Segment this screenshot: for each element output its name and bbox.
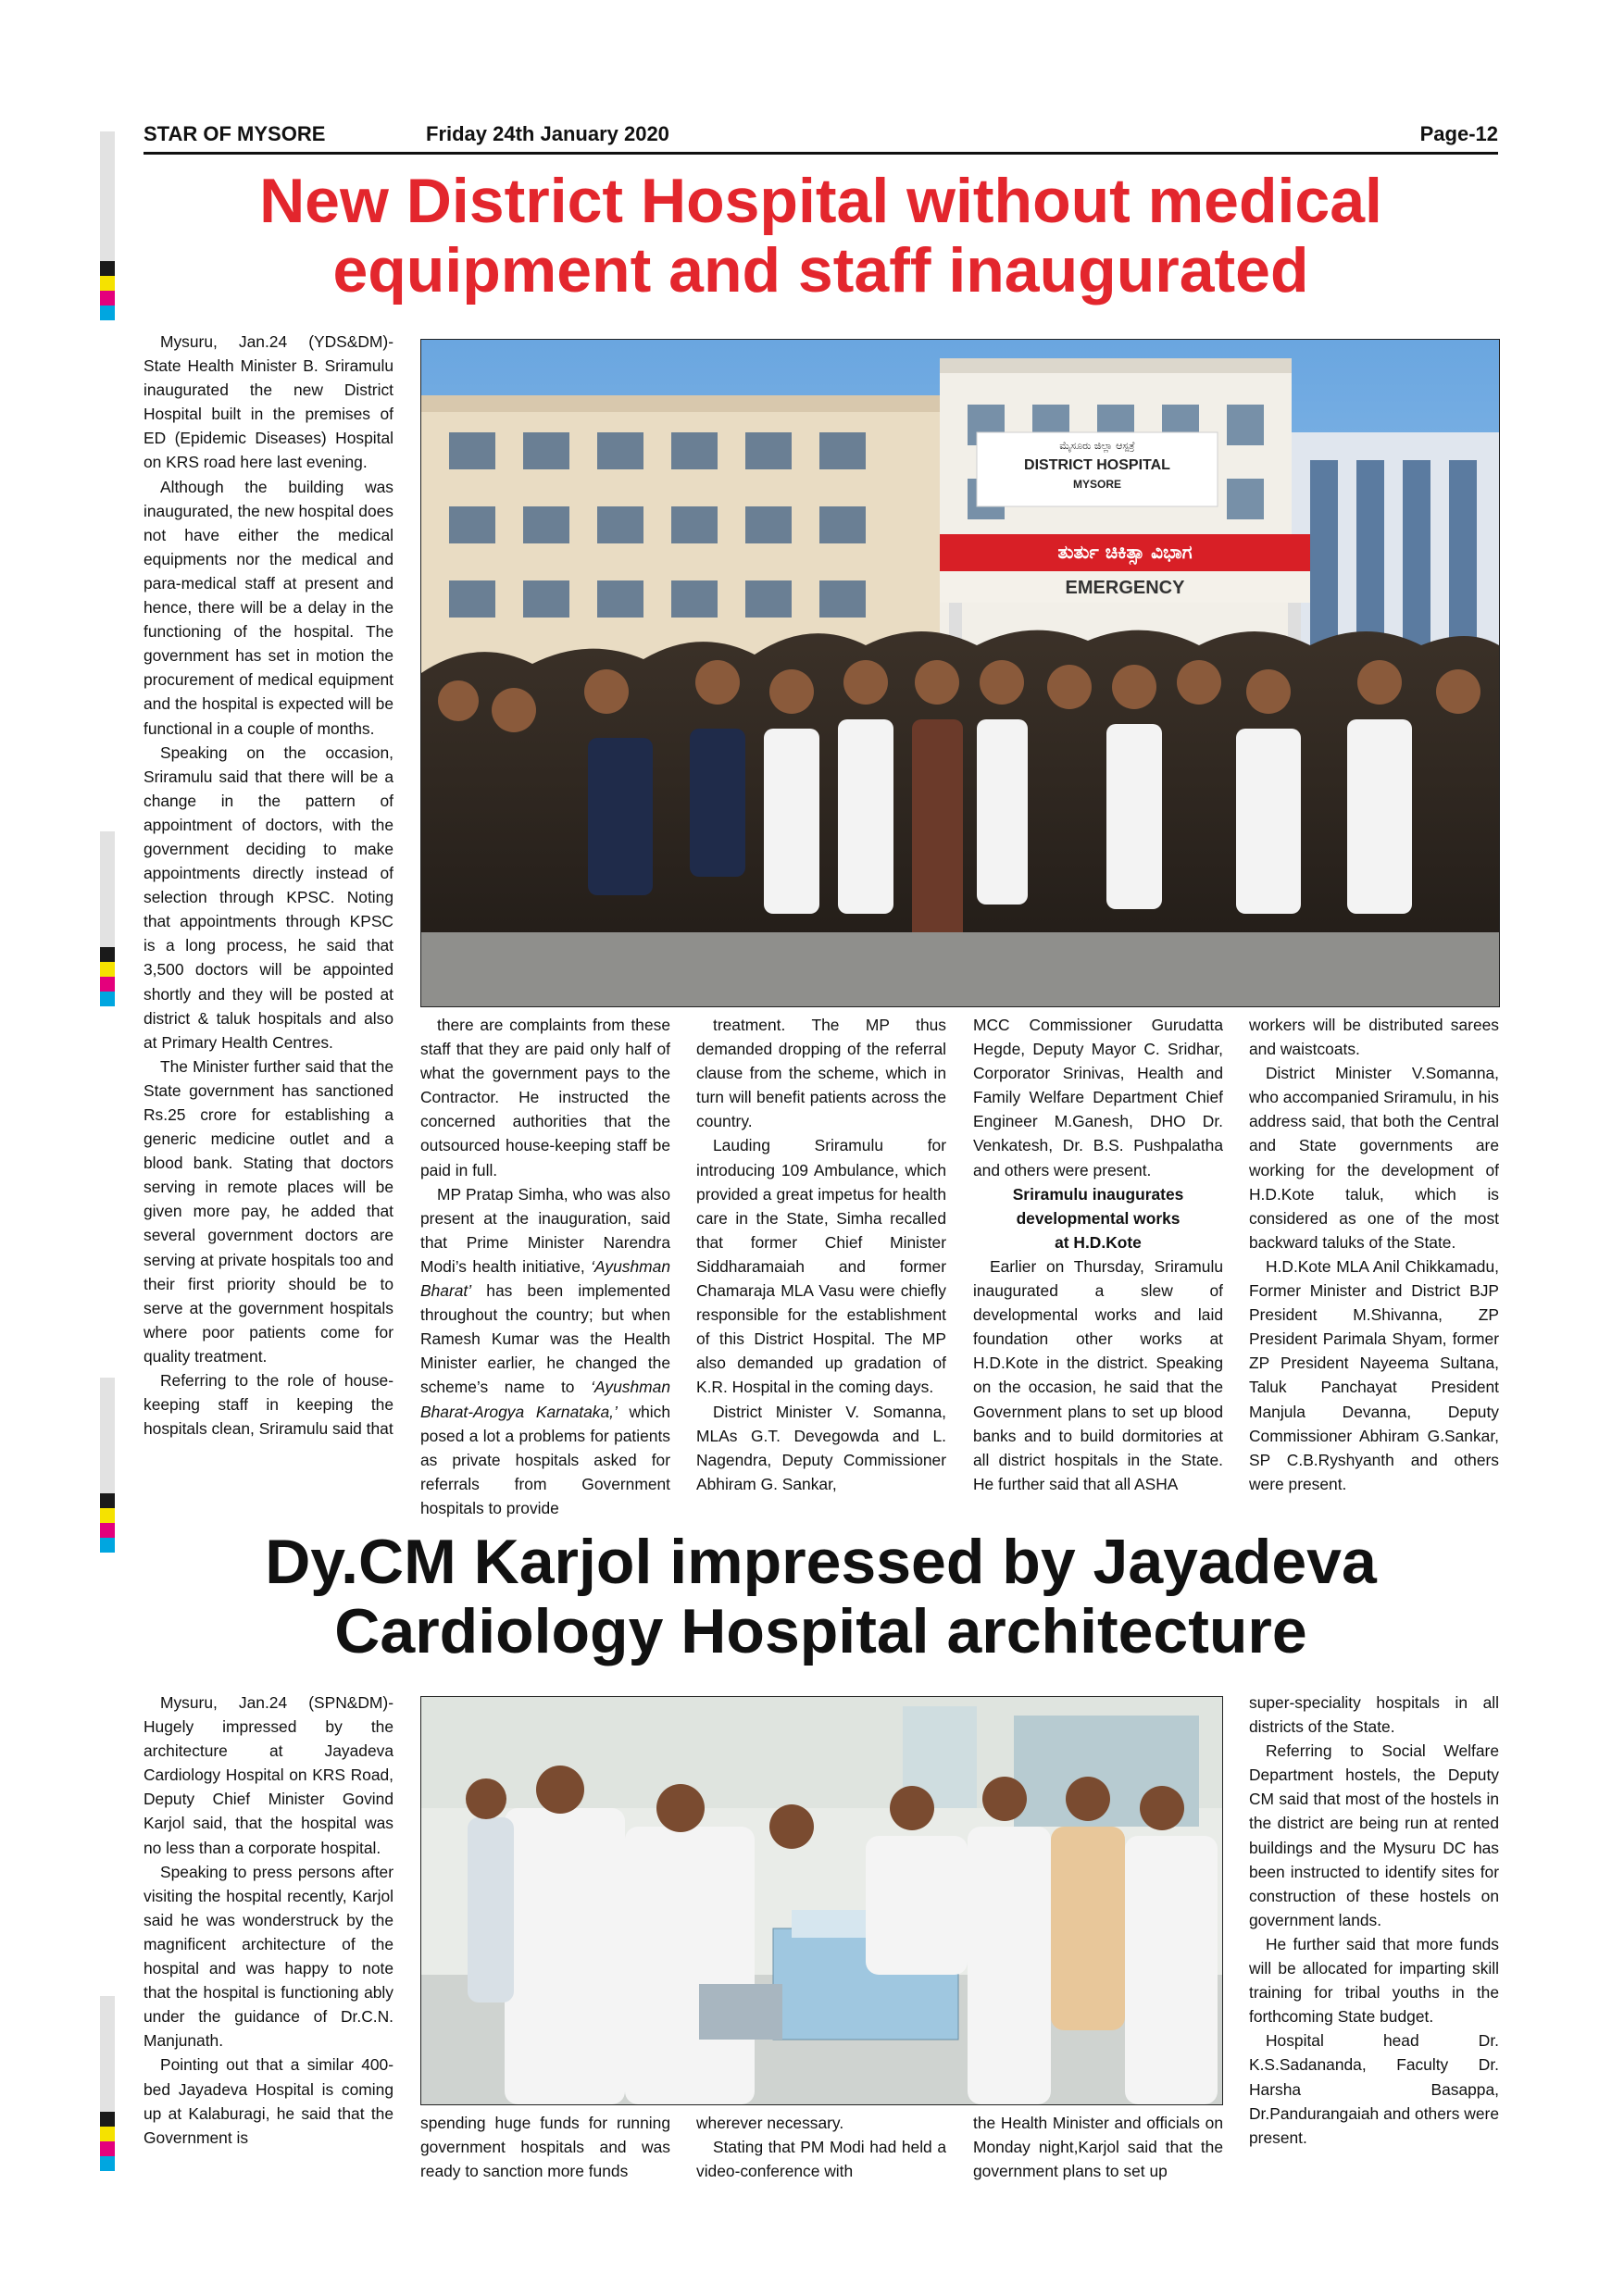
paragraph: Speaking to press persons after visiting the hospital recently, Karjol said he was wonderstruck by the magnificent architecture of the hospital and was happy to note that the hospital is functioning ably under the guidance of Dr.C.N. Manjunath.	[144, 1862, 394, 2051]
article2-headline-line1: Dy.CM Karjol impressed by Jayadeva	[265, 1527, 1377, 1597]
subhead-line: at H.D.Kote	[1055, 1232, 1142, 1252]
scheme-name: ‘Ayushman Bharat’	[420, 1256, 670, 1301]
article1-column-3	[696, 1013, 946, 1524]
issue-date: Friday 24th January 2020	[426, 122, 669, 145]
registration-mark	[100, 1378, 115, 1553]
text-run: has been implemented throughout the country; but when Ramesh Kumar was the Health Minister earlier, he changed the scheme’s name to	[420, 1281, 670, 1397]
paragraph: Pointing out that a similar 400-bed Jayadeva Hospital is coming up at Kalaburagi, he said that the Government is	[144, 2055, 394, 2147]
article1-column-4	[973, 1013, 1223, 1524]
district-hospital-photo	[420, 339, 1500, 1007]
paragraph: there are complaints from these staff that they are paid only half of what the government pays to the Contractor. He instructed the concerned authorities that the outsourced house-keeping staff be paid in full.	[420, 1016, 670, 1179]
paragraph: Although the building was inaugurated, the new hospital does not have either the medical equipments nor the medical and para-medical staff at present and hence, there will be a delay in the functioning of the hospital. The government has set in motion the procurement of medical equipment and the hospital is expected will be functional in a couple of months.	[144, 477, 394, 738]
paragraph: Stating that PM Modi had held a video-conference with	[696, 2138, 946, 2181]
article2-column-5	[1249, 1691, 1499, 2190]
registration-mark	[100, 131, 115, 320]
subhead-line: developmental works	[1016, 1208, 1181, 1228]
paragraph: wherever necessary.	[696, 2114, 844, 2132]
photo-sign-kannada: ಮೈಸೂರು ಜಿಲ್ಲಾ ಆಸ್ಪತ್ರೆ	[1059, 440, 1135, 452]
paragraph: super-speciality hospitals in all districts of the State.	[1249, 1693, 1499, 1737]
jayadeva-lab-photo	[420, 1696, 1223, 2105]
paragraph: Speaking on the occasion, Sriramulu said that there will be a change in the pattern of appointment of doctors, with the government deciding to make appointments directly instead of selection through KPSC. Noting that appointments through KPSC is a long process, he said that 3,500 doctors will be appointed shortly and they will be posted at district & taluk hospitals and also at Primary Health Centres.	[144, 742, 394, 1052]
paragraph	[420, 1182, 670, 1520]
paragraph: Referring to Social Welfare Department hostels, the Deputy CM said that most of the hostels in the district are being run at rented buildings and the Mysuru DC has been instructed to identify sites for construction of these hostels on government lands.	[1249, 1741, 1499, 1929]
paragraph: District Minister V. Somanna, MLAs G.T. Devegowda and L. Nagendra, Deputy Commissioner Abhiram G. Sankar,	[696, 1402, 946, 1493]
paragraph: Hospital head Dr. K.S.Sadananda, Faculty Dr. Harsha Basappa, Dr.Pandurangaiah and others were present.	[1249, 2031, 1499, 2147]
article1-column-1	[144, 330, 394, 1524]
header-rule	[144, 152, 1498, 155]
article2-column-3	[696, 2111, 946, 2190]
paragraph: spending huge funds for running government hospitals and was ready to sanction more funds	[420, 2114, 670, 2181]
paragraph: Mysuru, Jan.24 (SPN&DM)- Hugely impressed by the architecture at Jayadeva Cardiology Hospital on KRS Road, Deputy Chief Minister Govind Karjol said, that the hospital was no less than a corporate hospital.	[144, 1693, 394, 1857]
scheme-name: ‘Ayushman Bharat-Arogya Karnataka,’	[420, 1378, 670, 1421]
paragraph: Lauding Sriramulu for introducing 109 Ambulance, which provided a great impetus for health care in the State, Simha recalled that former Chief Minister Siddharamaiah and former Chamaraja MLA Vasu were chiefly responsible for the establishment of this District Hospital. The MP also demanded up gradation of K.R. Hospital in the coming days.	[696, 1136, 946, 1397]
paragraph: The Minister further said that the State government has sanctioned Rs.25 crore for establishing a generic medicine outlet and a blood bank. Stating that doctors serving in remote places will be given more pay, he added that several government doctors are serving at private hospitals too and their first priority should be to serve at the government hospitals where poor patients come for quality treatment.	[144, 1056, 394, 1366]
paragraph: the Health Minister and officials on Monday night,Karjol said that the government plans to set up	[973, 2114, 1223, 2181]
article2-headline-line2: Cardiology Hospital architecture	[334, 1595, 1307, 1666]
paragraph: workers will be distributed sarees and waistcoats.	[1249, 1016, 1499, 1059]
paragraph: Mysuru, Jan.24 (YDS&DM)- State Health Minister B. Sriramulu inaugurated the new District Hospital built in the premises of ED (Epidemic Diseases) Hospital on KRS road here last evening.	[144, 332, 394, 472]
photo-sign-mysore: MYSORE	[1072, 478, 1122, 491]
subhead	[973, 1182, 1223, 1254]
paragraph: District Minister V.Somanna, who accompanied Sriramulu, in his address said, that both the Central and State governments are working for the development of H.D.Kote taluk, which is considered as one of the most backward taluks of the State.	[1249, 1064, 1499, 1252]
paper-name: STAR OF MYSORE	[144, 122, 326, 145]
paragraph: H.D.Kote MLA Anil Chikkamadu, Former Minister and District BJP President M.Shivanna, ZP President Parimala Shyam, former ZP President Nayeema Sultana, Taluk Panchayat President Manjula Devanna, Deputy Commissioner Abhiram G.Sankar, SP C.B.Ryshyanth and others were present.	[1249, 1256, 1499, 1493]
text-run: MP Pratap Simha, who was also present at the inauguration, said that Prime Minister Narendra Modi’s health initiative,	[420, 1184, 670, 1276]
article2-headline	[139, 1528, 1503, 1666]
photo-sign-emergency-kannada: ತುರ್ತು ಚಿಕಿತ್ಸಾ ವಿಭಾಗ	[1057, 541, 1193, 563]
article1-headline-line2: equipment and staff inaugurated	[332, 234, 1309, 306]
page-number: Page-12	[1419, 122, 1498, 145]
article1-column-2	[420, 1013, 670, 1524]
article2-column-1	[144, 1691, 394, 2190]
paragraph: MCC Commissioner Gurudatta Hegde, Deputy Mayor C. Sridhar, Corporator Srinivas, Health and Family Welfare Department Chief Engineer M.Ganesh, DHO Dr. Venkatesh, Dr. B.S. Pushpalatha and others were present.	[973, 1016, 1223, 1179]
article1-headline-line1: New District Hospital without medical	[259, 166, 1382, 236]
paragraph: treatment. The MP thus demanded dropping of the referral clause from the scheme, which in turn will benefit patients across the country.	[696, 1016, 946, 1131]
article1-headline	[139, 167, 1503, 306]
registration-mark	[100, 831, 115, 1006]
photo-sign-district-hospital: DISTRICT HOSPITAL	[1024, 457, 1170, 473]
paragraph: Earlier on Thursday, Sriramulu inaugurated a slew of developmental works and laid foundation other works at H.D.Kote in the district. Speaking on the occasion, he said that the Government plans to set up blood banks and to build dormitories at all district hospitals in the State. He further said that all ASHA	[973, 1256, 1223, 1493]
article2-column-2	[420, 2111, 670, 2190]
article2-column-4	[973, 2111, 1223, 2190]
article1-column-5	[1249, 1013, 1499, 1524]
photo-sign-emergency: EMERGENCY	[1065, 578, 1185, 598]
registration-mark	[100, 1996, 115, 2171]
text-run: which posed a lot a problems for patients as private hospitals asked for referrals from Government hospitals to provide	[420, 1402, 670, 1517]
subhead-line: Sriramulu inaugurates	[1012, 1184, 1184, 1204]
paragraph: He further said that more funds will be allocated for imparting skill training for tribal youths in the forthcoming State budget.	[1249, 1934, 1499, 2027]
paragraph: Referring to the role of house-keeping staff in keeping the hospitals clean, Sriramulu said that	[144, 1371, 394, 1439]
